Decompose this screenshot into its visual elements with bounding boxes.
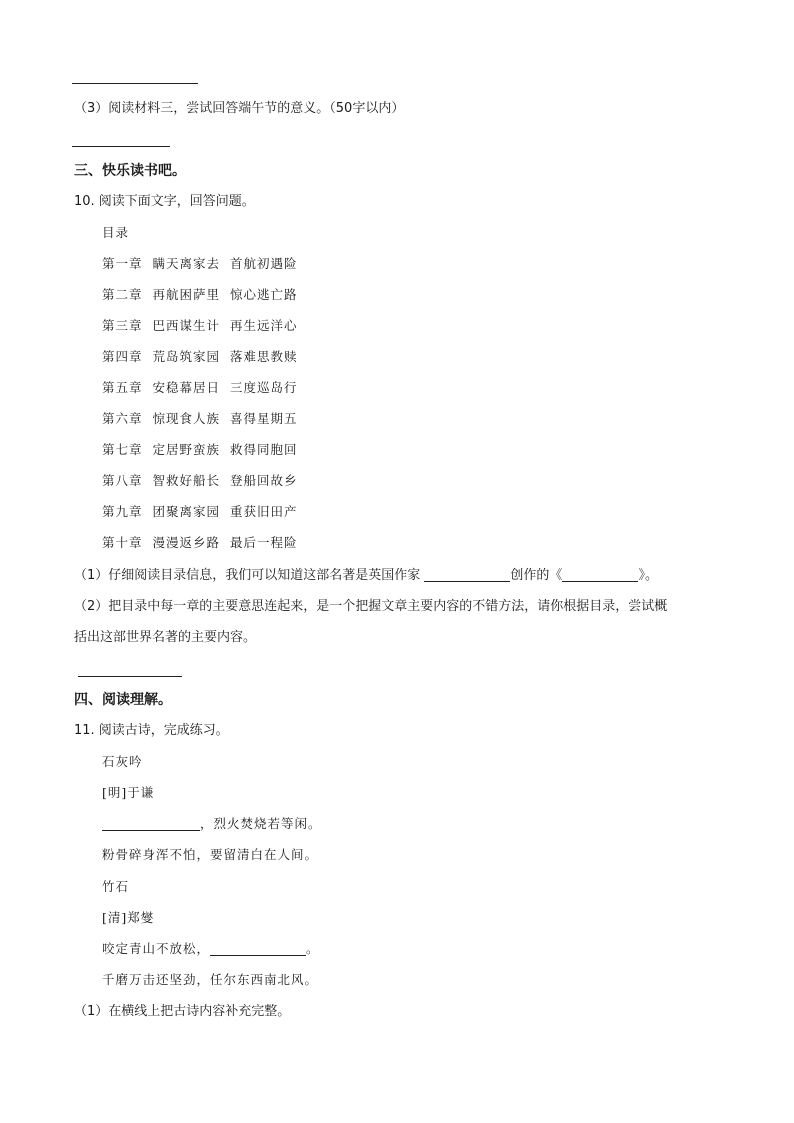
toc-chapter: 第七章 定居野蛮族 救得同胞回 — [102, 442, 298, 457]
author-blank[interactable] — [424, 567, 510, 582]
toc-title: 目录 — [102, 225, 130, 240]
poem1-title: 石灰吟 — [102, 754, 143, 769]
toc-chapter: 第三章 巴西谋生计 再生远洋心 — [102, 318, 298, 333]
poem1-author: [明]于谦 — [102, 785, 155, 800]
question-10-stem: 10. 阅读下面文字，回答问题。 — [74, 194, 255, 209]
toc-chapter: 第四章 荒岛筑家园 落难思教赎 — [102, 349, 298, 364]
poem2-line1: 咬定青山不放松， 。 — [102, 941, 320, 956]
poem2-title: 竹石 — [102, 879, 130, 894]
question-11-stem: 11. 阅读古诗，完成练习。 — [74, 723, 229, 738]
toc-chapter: 第八章 智救好船长 登船回故乡 — [102, 473, 298, 488]
question-10-2-line1: （2）把目录中每一章的主要意思连起来，是一个把握文章主要内容的不错方法，请你根据目录，尝试概 — [74, 599, 668, 614]
book-title-blank[interactable] — [562, 567, 638, 582]
toc-chapter: 第一章 瞒天离家去 首航初遇险 — [102, 256, 298, 271]
poem1-line1: ，烈火焚烧若等闲。 — [102, 815, 322, 833]
answer-line-10-2[interactable] — [78, 676, 182, 677]
question-10-1: （1）仔细阅读目录信息，我们可以知道这部名著是英国作家 创作的《 》。 — [74, 568, 658, 583]
poem1-blank[interactable] — [102, 816, 200, 831]
answer-line-top[interactable] — [72, 83, 198, 84]
section-3-heading: 三、快乐读书吧。 — [74, 163, 186, 179]
toc-chapter: 第二章 再航困萨里 惊心逃亡路 — [102, 287, 298, 302]
section-4-heading: 四、阅读理解。 — [74, 692, 172, 708]
toc-chapter: 第九章 团聚离家园 重获旧田产 — [102, 504, 298, 519]
poem2-blank[interactable] — [210, 941, 306, 956]
question-10-2-line2: 括出这部世界名著的主要内容。 — [74, 630, 257, 645]
toc-chapter: 第五章 安稳幕居日 三度巡岛行 — [102, 380, 298, 395]
poem2-author: [清]郑燮 — [102, 910, 155, 925]
poem1-line2: 粉骨碎身浑不怕，要留清白在人间。 — [102, 847, 319, 862]
toc-chapter: 第十章 漫漫返乡路 最后一程险 — [102, 535, 298, 550]
question-3-material: （3）阅读材料三，尝试回答端午节的意义。（50字以内） — [74, 101, 405, 116]
toc-chapter: 第六章 惊现食人族 喜得星期五 — [102, 411, 298, 426]
answer-line-3[interactable] — [72, 146, 170, 147]
question-11-1: （1）在横线上把古诗内容补充完整。 — [74, 1004, 291, 1019]
poem2-line2: 千磨万击还坚劲，任尔东西南北风。 — [102, 972, 319, 987]
